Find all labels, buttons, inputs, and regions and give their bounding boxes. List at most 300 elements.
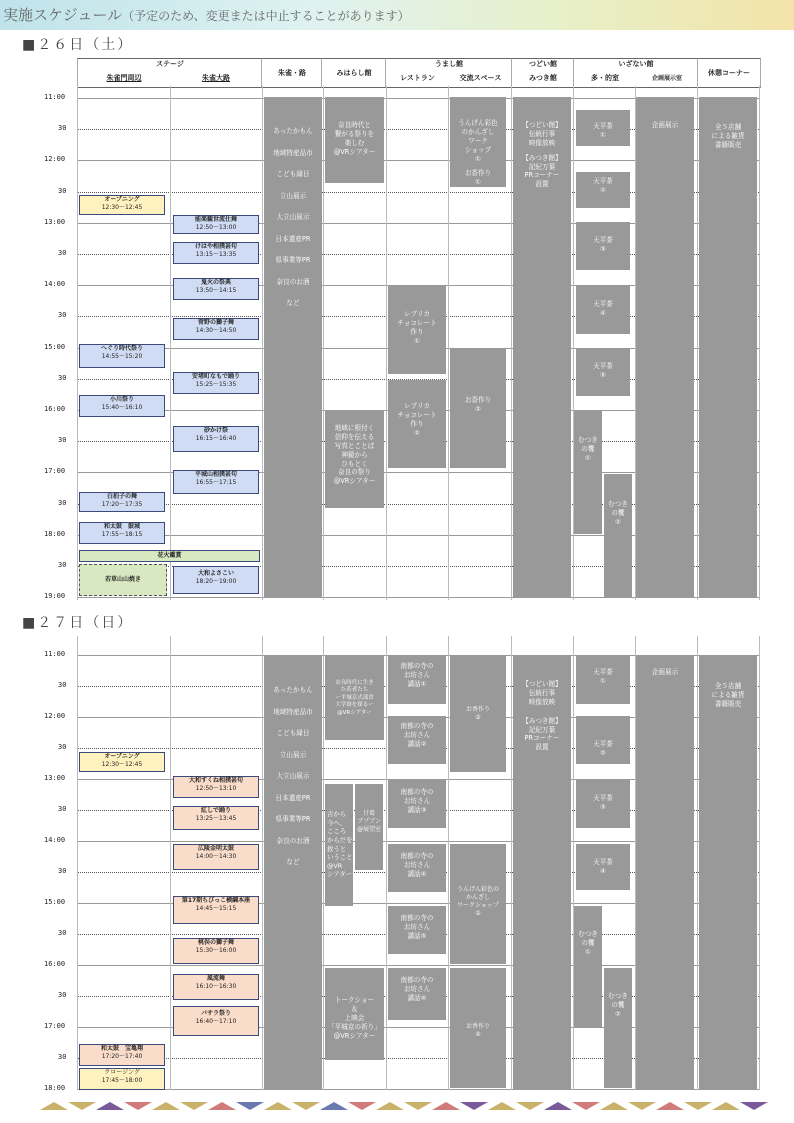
block-line: 設置 xyxy=(535,743,549,752)
tenpyo-block-1 xyxy=(576,656,630,704)
block-line: ④ xyxy=(600,308,606,317)
event-name: 大和すくね相撲甚句 xyxy=(188,777,243,784)
block-line: @VRシアター xyxy=(333,1031,376,1040)
block-line: 天平茶 xyxy=(593,177,613,185)
block-line: 今へ、 xyxy=(327,818,347,827)
spacer xyxy=(513,707,571,717)
column-divider xyxy=(170,86,171,600)
block-line: お香作り xyxy=(464,169,492,178)
event-time: 12:30〜12:45 xyxy=(101,760,143,768)
block-line: ④ xyxy=(600,866,606,875)
miharashi-block-2 xyxy=(325,410,384,508)
decorative-triangle xyxy=(656,1102,684,1110)
header-koryu: 交流スペース xyxy=(459,74,502,82)
block-line: 楽しむ xyxy=(344,138,365,147)
stage-event xyxy=(173,426,259,452)
event-name: オープニング xyxy=(104,753,140,760)
event-time: 15:40〜16:10 xyxy=(101,403,143,411)
koryu-block-1 xyxy=(450,97,506,187)
time-label: 17:00 xyxy=(44,1022,66,1030)
block-line: 南都の寺の xyxy=(400,662,434,670)
block-line: 伝統行事 xyxy=(528,129,556,138)
event-time: 14:00〜14:30 xyxy=(195,852,237,860)
title-banner xyxy=(0,0,794,30)
event-time: 13:50〜14:15 xyxy=(195,286,237,294)
block-line: ① xyxy=(475,178,481,187)
stage-event xyxy=(173,1006,259,1036)
header-restaurant: レストラン xyxy=(400,74,435,82)
suzaku-line: 県事業等PR xyxy=(275,256,311,264)
block-line: ③ xyxy=(475,714,481,722)
mutsuki-block-1 xyxy=(574,906,602,1028)
event-name: 風流舞 xyxy=(206,975,225,982)
column-divider xyxy=(77,636,78,1090)
stage-event xyxy=(79,492,165,512)
event-name: 広陵金明太鼓 xyxy=(197,845,234,852)
time-label: 30 xyxy=(58,561,67,569)
time-label: 14:00 xyxy=(44,280,66,289)
event-name: 小川祭り xyxy=(109,396,134,403)
block-line: の饗 xyxy=(611,1000,625,1009)
stage-event xyxy=(173,806,259,830)
restaurant-block-2 xyxy=(388,380,446,468)
event-name: 若草山山焼き xyxy=(104,576,141,583)
event-time: 14:45〜15:15 xyxy=(195,904,237,912)
block-line: お坊さん xyxy=(403,984,431,993)
stage-event xyxy=(79,752,165,772)
event-name: 鬼火の祭典 xyxy=(200,279,231,286)
decorative-triangle xyxy=(180,1102,208,1110)
block-line: 【つどい館】 xyxy=(522,121,562,129)
header-kikaku: 企画展示室 xyxy=(651,75,682,82)
block-line: ④ xyxy=(475,1031,481,1039)
event-name: 白拍子の舞 xyxy=(106,493,137,500)
time-label: 15:00 xyxy=(44,342,66,351)
miharashi-block-1 xyxy=(325,97,384,183)
suzaku-line: 地域特産品市 xyxy=(273,707,313,716)
header-stage-a: 朱雀門周辺 xyxy=(106,74,142,82)
event-name: 平城山相撲甚句 xyxy=(194,471,237,478)
block-line: お坊さん xyxy=(403,796,431,805)
header-umashi xyxy=(385,58,512,88)
decorative-triangle xyxy=(376,1102,404,1110)
block-line: お坊さん xyxy=(403,922,431,931)
stage-event xyxy=(173,974,259,1000)
suzaku-line: など xyxy=(286,858,300,866)
kikaku-block xyxy=(636,97,694,597)
block-line: 写真とことば xyxy=(334,441,375,450)
block-line: チョコレート xyxy=(397,318,437,327)
event-time: 14:30〜14:50 xyxy=(195,326,237,334)
suzaku-line: 立山展示 xyxy=(279,750,307,759)
block-line: 講話③ xyxy=(407,805,427,814)
day2-heading: ■２７日（日） xyxy=(22,615,134,631)
event-name: けはや相撲甚句 xyxy=(194,243,237,250)
suzaku-line: 大立山展示 xyxy=(276,213,310,221)
header-stage-label: ステージ xyxy=(156,60,184,68)
event-time: 16:10〜16:30 xyxy=(195,982,237,990)
suzaku-line: こども縁日 xyxy=(276,729,310,737)
block-line: 企画展示 xyxy=(651,668,679,676)
block-line: ⑤ xyxy=(600,370,606,379)
stage-event xyxy=(173,896,259,924)
mutsuki-block-1 xyxy=(574,410,602,534)
block-line: @VRシアター xyxy=(333,477,376,486)
header-stage-b: 朱雀大路 xyxy=(202,74,230,82)
block-line: 繋がる祭りを xyxy=(334,129,375,138)
stage-event xyxy=(173,318,259,340)
block-line: ② xyxy=(414,428,420,437)
event-time: 18:20〜19:00 xyxy=(195,577,237,585)
header-mitsuki: みつき館 xyxy=(529,74,557,82)
stage-event xyxy=(79,344,165,368)
event-name: 砂かけ祭 xyxy=(203,427,228,434)
stage-event xyxy=(173,278,259,300)
tenpyo-block-1 xyxy=(576,110,630,146)
block-line: お香作り xyxy=(465,1023,490,1030)
block-line: 奈良時代と xyxy=(338,121,371,129)
block-line: ① xyxy=(475,154,481,163)
block-line: 天平茶 xyxy=(593,362,613,370)
block-line: ① xyxy=(585,947,591,956)
time-label: 30 xyxy=(58,311,67,320)
event-name: 桃俣の獅子舞 xyxy=(197,939,234,946)
day1-heading: ■２６日（土） xyxy=(22,37,134,53)
block-line: 上映会 xyxy=(344,1013,365,1022)
time-label: 13:00 xyxy=(44,774,66,782)
block-line: PRコーナー xyxy=(524,171,560,180)
column-divider xyxy=(759,86,760,600)
block-line: 天平茶 xyxy=(593,858,613,866)
kyukei-block xyxy=(699,656,757,1090)
block-line: ② xyxy=(615,1009,621,1018)
tsudoi-block xyxy=(513,656,571,1090)
decorative-triangle xyxy=(320,1102,348,1110)
block-line: 奈良時代に生き xyxy=(335,680,374,686)
block-line: ③ xyxy=(600,802,606,811)
block-line: チョコレート xyxy=(397,410,437,419)
time-label: 30 xyxy=(58,124,67,133)
block-line: 南都の寺の xyxy=(400,914,434,922)
block-line: ブプブン xyxy=(357,818,381,826)
tenpyo-block-5 xyxy=(576,348,630,396)
event-name: 和太鼓 宝亀翔 xyxy=(100,1045,143,1052)
block-line: 記紀万葉 xyxy=(528,725,556,734)
block-line: シアター xyxy=(327,870,353,879)
time-label: 30 xyxy=(58,1053,67,1061)
stage-event xyxy=(79,522,165,544)
event-time: 17:20〜17:35 xyxy=(101,500,143,508)
event-time: 16:55〜17:15 xyxy=(195,478,237,486)
block-line: むつき xyxy=(608,992,628,1000)
block-line: の饗 xyxy=(581,444,595,453)
block-line: 全５店舗 xyxy=(714,682,742,690)
koryu-block-2 xyxy=(450,844,506,964)
time-label: 30 xyxy=(58,991,67,999)
tenpyo-block-4 xyxy=(576,286,630,334)
block-line: 南都の寺の xyxy=(400,788,434,796)
block-line: 甘葛 xyxy=(362,810,375,817)
decorative-triangle xyxy=(572,1102,600,1110)
time-label: 12:00 xyxy=(44,712,66,720)
event-time: 16:15〜16:40 xyxy=(195,434,237,442)
block-line: 全５店舗 xyxy=(714,123,742,131)
block-line: ① xyxy=(600,130,606,139)
koryu-block-3 xyxy=(450,968,506,1088)
event-name: オープニング xyxy=(104,196,140,203)
block-line: @VRシアター xyxy=(337,709,372,716)
block-line: 【みつき館】 xyxy=(522,153,562,162)
event-time: 17:55〜18:15 xyxy=(101,530,143,538)
block-line: こころ xyxy=(327,827,347,836)
suzaku-line: 地域特産品市 xyxy=(273,148,313,157)
block-line: かんざし xyxy=(465,894,490,902)
block-line: @展望室 xyxy=(356,826,381,834)
decorative-triangle xyxy=(544,1102,572,1110)
block-line: 講話⑥ xyxy=(407,993,427,1002)
decorative-triangle xyxy=(404,1102,432,1110)
restaurant-block xyxy=(388,656,446,704)
block-line: 南都の寺の xyxy=(400,722,434,730)
page-title xyxy=(3,4,410,25)
time-label: 30 xyxy=(58,867,67,875)
time-label: 30 xyxy=(58,681,67,689)
decorative-triangle xyxy=(68,1102,96,1110)
block-line: 【みつき館】 xyxy=(522,716,562,725)
decorative-triangle xyxy=(516,1102,544,1110)
block-line: 記紀万葉 xyxy=(528,162,556,171)
column-divider xyxy=(170,636,171,1090)
block-line: 設置 xyxy=(535,180,549,189)
time-label: 30 xyxy=(58,249,67,257)
time-label: 12:00 xyxy=(44,155,66,164)
block-line: PRコーナー xyxy=(524,734,560,743)
block-line: ー平城京式部省 xyxy=(335,694,374,701)
event-name: 大和よさこい xyxy=(197,570,234,577)
block-line: 伝統行事 xyxy=(528,688,556,697)
block-line: いうこと xyxy=(327,853,353,862)
page-title-text: 実施スケジュール xyxy=(3,6,123,24)
header-tsudoi xyxy=(511,58,574,88)
column-divider xyxy=(448,636,449,1090)
block-line: のかんざし xyxy=(461,127,495,136)
block-line: レプリカ xyxy=(403,402,431,410)
event-name: 第17期ちびっこ横綱本座 xyxy=(181,897,251,904)
header-suzaku: 朱雀・路 xyxy=(261,58,322,88)
suzaku-line: 県事業等PR xyxy=(275,815,311,823)
block-line: うんげん彩色 xyxy=(458,119,498,127)
block-line: むつき xyxy=(608,500,628,508)
header-umashi-label: うまし館 xyxy=(435,60,463,68)
tenpyo-block-2 xyxy=(576,172,630,208)
column-divider xyxy=(386,636,387,1090)
time-gridline xyxy=(77,597,759,598)
suzaku-line: 大立山展示 xyxy=(276,772,310,780)
column-divider xyxy=(448,86,449,600)
time-label: 30 xyxy=(58,498,67,507)
event-name: 和太鼓 鼓城 xyxy=(103,523,140,530)
block-line: ② xyxy=(600,185,606,194)
tenpyo-block-2 xyxy=(576,716,630,764)
block-line: @VRシアター xyxy=(333,147,376,156)
restaurant-block-1 xyxy=(388,286,446,374)
restaurant-block xyxy=(388,780,446,828)
suzaku-line: こども縁日 xyxy=(276,170,310,178)
time-label: 17:00 xyxy=(44,467,66,476)
block-line: 南都の寺の xyxy=(400,976,434,984)
block-line: 神鏡から xyxy=(341,450,368,459)
tsudoi-block xyxy=(513,97,571,597)
block-line: 天平茶 xyxy=(593,236,613,244)
time-label: 11:00 xyxy=(44,93,66,101)
decorative-triangle xyxy=(460,1102,488,1110)
time-label: 30 xyxy=(58,929,67,937)
suzaku-line: 日本遺産PR xyxy=(275,793,311,802)
time-label: 18:00 xyxy=(44,529,66,538)
miharashi-block-3 xyxy=(355,784,383,870)
time-label: 30 xyxy=(58,805,67,813)
block-line: 【つどい館】 xyxy=(522,680,562,688)
block-line: ① xyxy=(414,336,420,345)
column-divider xyxy=(77,86,78,600)
suzaku-line: あったかもん xyxy=(273,686,313,694)
column-divider xyxy=(511,86,512,600)
block-line: ワーク xyxy=(468,136,488,145)
kikaku-block xyxy=(636,656,694,1090)
miharashi-block-2 xyxy=(325,784,353,906)
stage-event xyxy=(173,372,259,394)
block-line: ② xyxy=(475,404,481,413)
block-line: 映像放映 xyxy=(528,697,556,706)
event-time: 15:30〜16:00 xyxy=(195,946,237,954)
decorative-triangle xyxy=(40,1102,68,1110)
event-name: 紅しで踊り xyxy=(200,807,231,814)
suzaku-line: 奈良のお酒 xyxy=(276,277,310,286)
block-line: 講話① xyxy=(407,679,427,688)
block-line: 「平城京の祈り」 xyxy=(328,1022,381,1031)
mutsuki-block-2 xyxy=(604,474,632,598)
block-line: 作り xyxy=(410,419,424,428)
column-divider xyxy=(759,636,760,1090)
tenpyo-block-3 xyxy=(576,780,630,828)
stage-event xyxy=(79,395,165,417)
stage-event xyxy=(79,1068,165,1090)
block-line: お坊さん xyxy=(403,730,431,739)
event-name: 花火鑑賞 xyxy=(157,552,182,559)
block-line: ひもとく xyxy=(341,459,368,468)
block-line: トークショー xyxy=(334,996,375,1004)
block-line: 信仰を伝える xyxy=(334,432,375,441)
decorative-triangle xyxy=(152,1102,180,1110)
stage-event xyxy=(173,776,259,798)
event-time: 12:50〜13:10 xyxy=(195,784,237,792)
block-line: レプリカ xyxy=(403,310,431,318)
decorative-triangle xyxy=(432,1102,460,1110)
block-line: むつき xyxy=(578,930,598,938)
decorative-triangle xyxy=(236,1102,264,1110)
decorative-triangle xyxy=(124,1102,152,1110)
miharashi-block-1 xyxy=(325,656,384,740)
block-line: ② xyxy=(600,748,606,757)
block-line: うんげん彩色の xyxy=(456,886,499,893)
block-line: お坊さん xyxy=(403,670,431,679)
stage-event xyxy=(173,470,259,494)
header-tsudoi-label: つどい館 xyxy=(529,60,557,68)
time-label: 30 xyxy=(58,373,67,382)
block-line: 天平茶 xyxy=(593,740,613,748)
suzaku-line: 日本遺産PR xyxy=(275,234,311,243)
time-label: 30 xyxy=(58,186,67,195)
block-line: お香作り xyxy=(464,396,492,404)
header-stage xyxy=(77,58,262,88)
column-divider xyxy=(697,86,698,600)
event-name: 菅野の獅子舞 xyxy=(197,319,234,326)
block-line: 天平茶 xyxy=(593,300,613,308)
event-name: バサラ祭り xyxy=(200,1010,231,1017)
column-divider xyxy=(323,636,324,1090)
suzaku-line: 立山展示 xyxy=(279,191,307,200)
header-tamato: 多・的室 xyxy=(591,74,619,82)
block-line: @VR xyxy=(327,861,343,870)
block-line: ショップ xyxy=(464,145,492,154)
event-time: 12:50〜13:00 xyxy=(195,223,237,231)
event-name: クロージング xyxy=(104,1069,140,1076)
time-label: 14:00 xyxy=(44,836,66,844)
block-line: ① xyxy=(585,453,591,462)
block-line: 講話⑤ xyxy=(407,931,427,940)
block-line: 天平茶 xyxy=(593,122,613,130)
block-line: お香作り xyxy=(465,706,490,713)
suzaku-line: あったかもん xyxy=(273,127,313,135)
block-line: ② xyxy=(475,910,481,918)
block-line: ③ xyxy=(600,244,606,253)
block-line: ② xyxy=(615,517,621,526)
kyukei-block xyxy=(699,97,757,597)
block-line: の饗 xyxy=(611,508,625,517)
koryu-block-2 xyxy=(450,348,506,468)
time-label: 16:00 xyxy=(44,405,66,413)
block-line: 天平茶 xyxy=(593,794,613,802)
decorative-triangle xyxy=(628,1102,656,1110)
column-divider xyxy=(386,86,387,600)
tenpyo-block-4 xyxy=(576,844,630,890)
block-line: 南都の寺の xyxy=(400,852,434,860)
block-line: ＆ xyxy=(351,1004,358,1013)
stage-event xyxy=(79,1044,165,1066)
restaurant-block xyxy=(388,968,446,1020)
decorative-triangle xyxy=(488,1102,516,1110)
decorative-triangle xyxy=(600,1102,628,1110)
block-line: の饗 xyxy=(581,938,595,947)
mutsuki-block-2 xyxy=(604,968,632,1088)
miharashi-block-4 xyxy=(325,968,384,1060)
time-label: 30 xyxy=(58,436,67,445)
decorative-triangle xyxy=(740,1102,768,1110)
stage-event xyxy=(173,938,259,964)
decorative-triangle xyxy=(712,1102,740,1110)
suzaku-block xyxy=(264,656,322,1090)
restaurant-block xyxy=(388,716,446,764)
column-divider xyxy=(323,86,324,600)
time-label: 16:00 xyxy=(44,960,66,968)
tenpyo-block-3 xyxy=(576,222,630,270)
block-line: 作り xyxy=(410,327,424,336)
block-line: による雑貨 xyxy=(711,690,745,699)
header-miharashi: みはらし館 xyxy=(321,58,386,88)
stage-event-fireworks xyxy=(79,550,260,562)
block-line: 企画展示 xyxy=(651,121,679,129)
stage-event xyxy=(173,215,259,234)
